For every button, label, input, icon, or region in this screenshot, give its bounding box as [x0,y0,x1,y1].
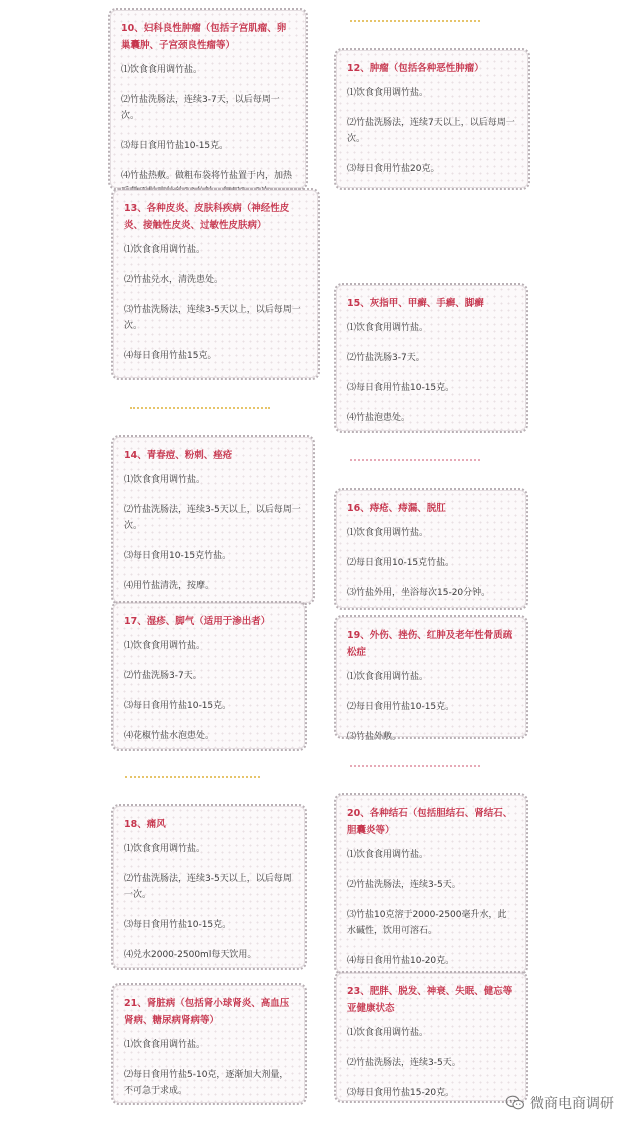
card-item: ⑶每日食用竹盐10-15克。 [124,701,232,711]
card-item: ⑴饮食食用调竹盐。 [347,850,429,860]
card-item: ⑴饮食食用调竹盐。 [124,1040,206,1050]
card-title: 23、肥胖、脱发、神衰、失眠、健忘等亚健康状态 [347,986,513,1014]
card-23 [336,973,526,1101]
card-item: ⑴饮食食用调竹盐。 [124,245,206,255]
divider [130,407,270,413]
card-item: ⑶竹盐洗肠法，连续3-5天以上，以后每周一次。 [124,305,301,331]
divider [350,20,480,26]
card-item: ⑴饮食食用调竹盐。 [124,475,206,485]
card-item: ⑵竹盐洗肠3-7天。 [124,671,202,681]
card-17 [113,603,305,749]
card-item: ⑵竹盐洗肠法，连续3-5天以上，以后每周一次。 [124,505,301,531]
card-item: ⑷用竹盐清洗，按摩。 [124,581,215,591]
card-item: ⑴饮食食用调竹盐。 [347,1028,429,1038]
divider [350,765,480,771]
card-item: ⑶竹盐10克溶于2000-2500毫升水，此水碱性，饮用可溶石。 [347,910,507,936]
card-item: ⑴饮食食用调竹盐。 [121,65,203,75]
card-item: ⑵竹盐洗肠法，连续3-5天。 [347,880,461,890]
card-item: ⑴饮食食用调竹盐。 [347,672,429,682]
card-item: ⑶每日食用10-15克竹盐。 [124,551,232,561]
wechat-icon [505,1095,525,1111]
card-item: ⑴饮食食用调竹盐。 [124,844,206,854]
card-item: ⑶每日食用竹盐15-20克。 [347,1088,455,1098]
card-item: ⑶竹盐外用，坐浴每次15-20分钟。 [347,588,491,598]
card-title: 20、各种结石（包括胆结石、肾结石、胆囊炎等） [347,808,513,836]
card-item: ⑴饮食食用调竹盐。 [347,528,429,538]
card-title: 16、痔疮、痔漏、脱肛 [347,503,446,514]
card-item: ⑷花椒竹盐水泡患处。 [124,731,215,741]
divider [350,459,480,465]
card-item: ⑵竹盐兑水，清洗患处。 [124,275,224,285]
card-18 [113,806,305,968]
card-19 [336,617,526,742]
card-13 [113,190,318,378]
card-14 [113,437,313,603]
card-item: ⑶竹盐外敷。 [347,732,402,742]
card-21 [113,985,305,1103]
card-item: ⑵竹盐洗肠法，连续3-7天，以后每周一次。 [121,95,280,121]
card-title: 17、湿疹、脚气（适用于渗出者） [124,616,271,627]
card-item: ⑵每日食用竹盐5-10克，逐渐加大剂量，不可急于求成。 [124,1070,289,1096]
card-item: ⑷每日食用竹盐15克。 [124,351,217,361]
card-15 [336,285,526,431]
card-item: ⑴饮食食用调竹盐。 [347,88,429,98]
card-10 [110,10,306,188]
card-title: 13、各种皮炎、皮肤科疾病（神经性皮炎、接触性皮炎、过敏性皮肤病） [124,203,290,231]
card-title: 14、青春痘、粉刺、痤疮 [124,450,233,461]
card-item: ⑶每日食用竹盐10-15克。 [347,383,455,393]
card-item: ⑵每日食用竹盐10-15克。 [347,702,455,712]
card-item: ⑵竹盐洗肠法，连续3-5天。 [347,1058,461,1068]
card-16 [336,490,526,608]
card-title: 12、肿瘤（包括各种恶性肿瘤） [347,63,484,74]
card-item: ⑷竹盐泡患处。 [347,413,411,423]
card-item: ⑷每日食用竹盐10-20克。 [347,956,455,966]
card-title: 21、肾脏病（包括肾小球肾炎、高血压肾病、糖尿病肾病等） [124,998,290,1026]
divider [125,776,260,782]
card-item: ⑶每日食用竹盐10-15克。 [124,920,232,930]
card-title: 10、妇科良性肿瘤（包括子宫肌瘤、卵巢囊肿、子宫颈良性瘤等） [121,23,287,51]
card-title: 19、外伤、挫伤、红肿及老年性骨质疏松症 [347,630,513,658]
card-item: ⑵竹盐洗肠3-7天。 [347,353,425,363]
card-item: ⑶每日食用竹盐20克。 [347,164,440,174]
card-item: ⑵每日食用10-15克竹盐。 [347,558,455,568]
card-12 [336,50,528,188]
watermark-text: 微商电商调研 [530,1096,614,1112]
card-item: ⑶每日食用竹盐10-15克。 [121,141,229,151]
card-item: ⑴饮食食用调竹盐。 [347,323,429,333]
card-item: ⑷竹盐热敷。做粗布袋将竹盐置于内，加热 [121,171,293,181]
card-item: ⑴饮食食用调竹盐。 [124,641,206,651]
card-item: ⑵竹盐洗肠法，连续3-5天以上，以后每周一次。 [124,874,292,900]
card-title: 15、灰指甲、甲癣、手癣、脚癣 [347,298,484,309]
card-20 [336,795,526,973]
card-title: 18、痛风 [124,819,166,830]
card-item: ⑵竹盐洗肠法，连续7天以上，以后每周一次。 [347,118,515,144]
card-item: ⑷兑水2000-2500ml每天饮用。 [124,950,257,960]
watermark [505,1091,614,1115]
